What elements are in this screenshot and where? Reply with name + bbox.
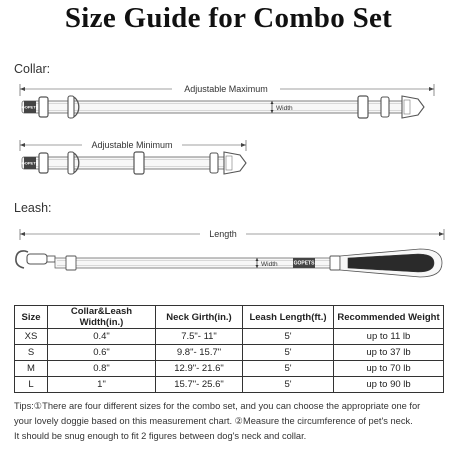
weight-cell: up to 11 lb (334, 329, 444, 345)
size-cell: M (15, 361, 48, 377)
collar-max-width-label: Width (276, 105, 293, 112)
size-cell: S (15, 345, 48, 361)
collar-max-diagram (20, 82, 434, 118)
leash-length-cell: 5' (243, 361, 334, 377)
neck-girth-cell: 7.5"- 11" (156, 329, 243, 345)
header-width: Collar&Leash Width(in.) (48, 306, 156, 329)
collar-max-brand: GOPETS (21, 104, 39, 110)
tips-line-2: your lovely doggie based on this measurement chart. ②Measure the circumference of pet's neck. (14, 415, 413, 426)
leash-length-cell: 5' (243, 329, 334, 345)
adjustable-max-label: Adjustable Maximum (184, 84, 268, 94)
size-cell: L (15, 377, 48, 393)
table-row (15, 361, 444, 377)
leash-length-cell: 5' (243, 345, 334, 361)
collar-min-brand: GOPETS (21, 160, 39, 166)
header-neck-girth: Neck Girth(in.) (156, 306, 243, 329)
table-row (15, 345, 444, 361)
size-cell: XS (15, 329, 48, 345)
width-cell: 1" (48, 377, 156, 393)
header-recommended-weight: Recommended Weight (334, 306, 444, 329)
header-size: Size (15, 306, 48, 329)
collar-min-diagram (20, 138, 246, 174)
width-cell: 0.4" (48, 329, 156, 345)
weight-cell: up to 70 lb (334, 361, 444, 377)
table-header-row (15, 306, 444, 329)
size-table (14, 305, 444, 393)
page-title: Size Guide for Combo Set (64, 2, 393, 34)
leash-section-label: Leash: (14, 201, 52, 215)
collar-section-label: Collar: (14, 62, 51, 76)
leash-length-cell: 5' (243, 377, 334, 393)
leash-width-label: Width (261, 261, 278, 268)
table-row (15, 377, 444, 393)
width-cell: 0.8" (48, 361, 156, 377)
leash-brand: GOPETS (293, 260, 315, 267)
neck-girth-cell: 12.9"- 21.6" (156, 361, 243, 377)
tips-line-3: It should be snug enough to fit 2 figures between dog's neck and collar. (14, 430, 307, 441)
neck-girth-cell: 9.8"- 15.7" (156, 345, 243, 361)
adjustable-min-label: Adjustable Minimum (91, 140, 173, 150)
leash-diagram (16, 227, 444, 277)
tips-line-1: Tips:①There are four different sizes for the combo set, and you can choose the appropriate one for (14, 401, 421, 411)
weight-cell: up to 37 lb (334, 345, 444, 361)
table-row (15, 329, 444, 345)
tips-text (14, 399, 446, 443)
neck-girth-cell: 15.7"- 25.6" (156, 377, 243, 393)
width-cell: 0.6" (48, 345, 156, 361)
leash-length-label: Length (209, 229, 237, 239)
header-leash-length: Leash Length(ft.) (243, 306, 334, 329)
weight-cell: up to 90 lb (334, 377, 444, 393)
